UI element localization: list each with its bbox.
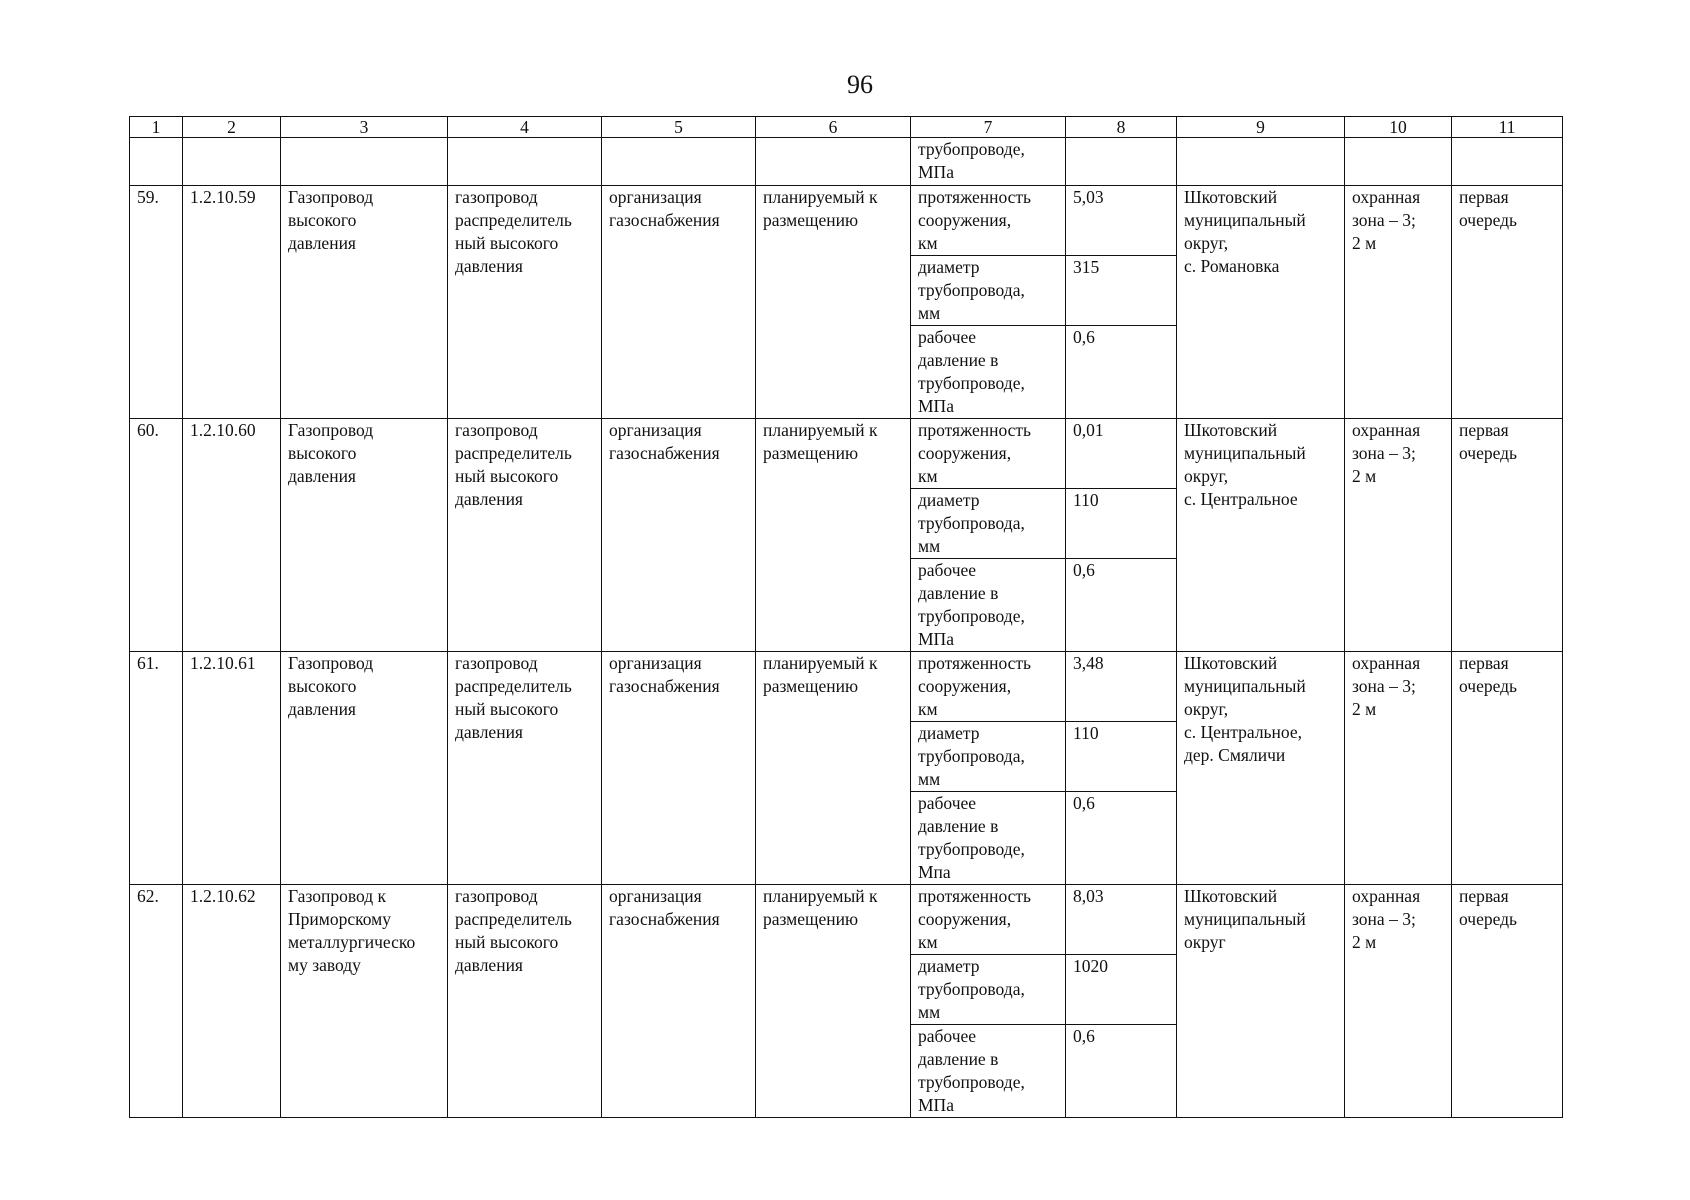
object-code: 1.2.10.59	[183, 186, 281, 419]
data-table	[129, 116, 1563, 1118]
object-name: Газопровод к Приморскому металлургическо му заводу	[281, 885, 448, 1118]
header-cell: 7	[911, 117, 1066, 138]
object-type: газопровод распределитель ный высокого давления	[448, 419, 602, 652]
object-status: планируемый к размещению	[756, 419, 911, 652]
row-number: 60.	[130, 419, 183, 652]
param-value: 0,6	[1066, 1025, 1177, 1118]
param-value: 110	[1066, 722, 1177, 792]
object-status: планируемый к размещению	[756, 885, 911, 1118]
object-code: 1.2.10.61	[183, 652, 281, 885]
object-organization: организация газоснабжения	[602, 186, 756, 419]
object-code: 1.2.10.62	[183, 885, 281, 1118]
object-location: Шкотовский муниципальный округ, с. Романовка	[1177, 186, 1345, 419]
object-location: Шкотовский муниципальный округ, с. Центральное	[1177, 419, 1345, 652]
implementation-stage: первая очередь	[1452, 419, 1563, 652]
header-cell: 3	[281, 117, 448, 138]
continuation-row	[130, 138, 1563, 186]
header-cell: 10	[1345, 117, 1452, 138]
table-row	[130, 652, 1563, 722]
implementation-stage: первая очередь	[1452, 885, 1563, 1118]
header-cell: 5	[602, 117, 756, 138]
implementation-stage: первая очередь	[1452, 652, 1563, 885]
object-name: Газопровод высокого давления	[281, 186, 448, 419]
row-number: 59.	[130, 186, 183, 419]
object-organization: организация газоснабжения	[602, 885, 756, 1118]
row-number: 61.	[130, 652, 183, 885]
table-row	[130, 885, 1563, 955]
protection-zone: охранная зона – 3; 2 м	[1345, 885, 1452, 1118]
header-row	[130, 117, 1563, 138]
protection-zone: охранная зона – 3; 2 м	[1345, 186, 1452, 419]
param-label: диаметр трубопровода, мм	[911, 256, 1066, 326]
param-value: 0,01	[1066, 419, 1177, 489]
param-label: рабочее давление в трубопроводе, Мпа	[911, 792, 1066, 885]
row-number: 62.	[130, 885, 183, 1118]
param-label: трубопроводе, МПа	[911, 138, 1066, 186]
param-label: протяженность сооружения, км	[911, 419, 1066, 489]
param-label: протяженность сооружения, км	[911, 885, 1066, 955]
object-organization: организация газоснабжения	[602, 652, 756, 885]
param-label: протяженность сооружения, км	[911, 186, 1066, 256]
param-value: 3,48	[1066, 652, 1177, 722]
param-value: 8,03	[1066, 885, 1177, 955]
object-type: газопровод распределитель ный высокого давления	[448, 885, 602, 1118]
param-value: 315	[1066, 256, 1177, 326]
param-label: рабочее давление в трубопроводе, МПа	[911, 326, 1066, 419]
protection-zone: охранная зона – 3; 2 м	[1345, 419, 1452, 652]
header-cell: 4	[448, 117, 602, 138]
header-cell: 8	[1066, 117, 1177, 138]
param-label: диаметр трубопровода, мм	[911, 722, 1066, 792]
param-value: 0,6	[1066, 792, 1177, 885]
header-cell: 9	[1177, 117, 1345, 138]
object-code: 1.2.10.60	[183, 419, 281, 652]
param-label: диаметр трубопровода, мм	[911, 955, 1066, 1025]
object-location: Шкотовский муниципальный округ	[1177, 885, 1345, 1118]
param-value: 5,03	[1066, 186, 1177, 256]
page-number: 96	[847, 70, 873, 99]
header-cell: 6	[756, 117, 911, 138]
param-label: рабочее давление в трубопроводе, МПа	[911, 1025, 1066, 1118]
param-value: 0,6	[1066, 326, 1177, 419]
object-name: Газопровод высокого давления	[281, 419, 448, 652]
param-value: 110	[1066, 489, 1177, 559]
object-type: газопровод распределитель ный высокого давления	[448, 652, 602, 885]
object-location: Шкотовский муниципальный округ, с. Центральное, дер. Смяличи	[1177, 652, 1345, 885]
object-status: планируемый к размещению	[756, 186, 911, 419]
object-name: Газопровод высокого давления	[281, 652, 448, 885]
table-row	[130, 419, 1563, 489]
object-organization: организация газоснабжения	[602, 419, 756, 652]
param-value: 0,6	[1066, 559, 1177, 652]
header-cell: 11	[1452, 117, 1563, 138]
protection-zone: охранная зона – 3; 2 м	[1345, 652, 1452, 885]
param-value: 1020	[1066, 955, 1177, 1025]
param-label: диаметр трубопровода, мм	[911, 489, 1066, 559]
object-status: планируемый к размещению	[756, 652, 911, 885]
object-type: газопровод распределитель ный высокого давления	[448, 186, 602, 419]
param-label: рабочее давление в трубопроводе, МПа	[911, 559, 1066, 652]
param-label: протяженность сооружения, км	[911, 652, 1066, 722]
header-cell: 2	[183, 117, 281, 138]
header-cell: 1	[130, 117, 183, 138]
table-row	[130, 186, 1563, 256]
implementation-stage: первая очередь	[1452, 186, 1563, 419]
